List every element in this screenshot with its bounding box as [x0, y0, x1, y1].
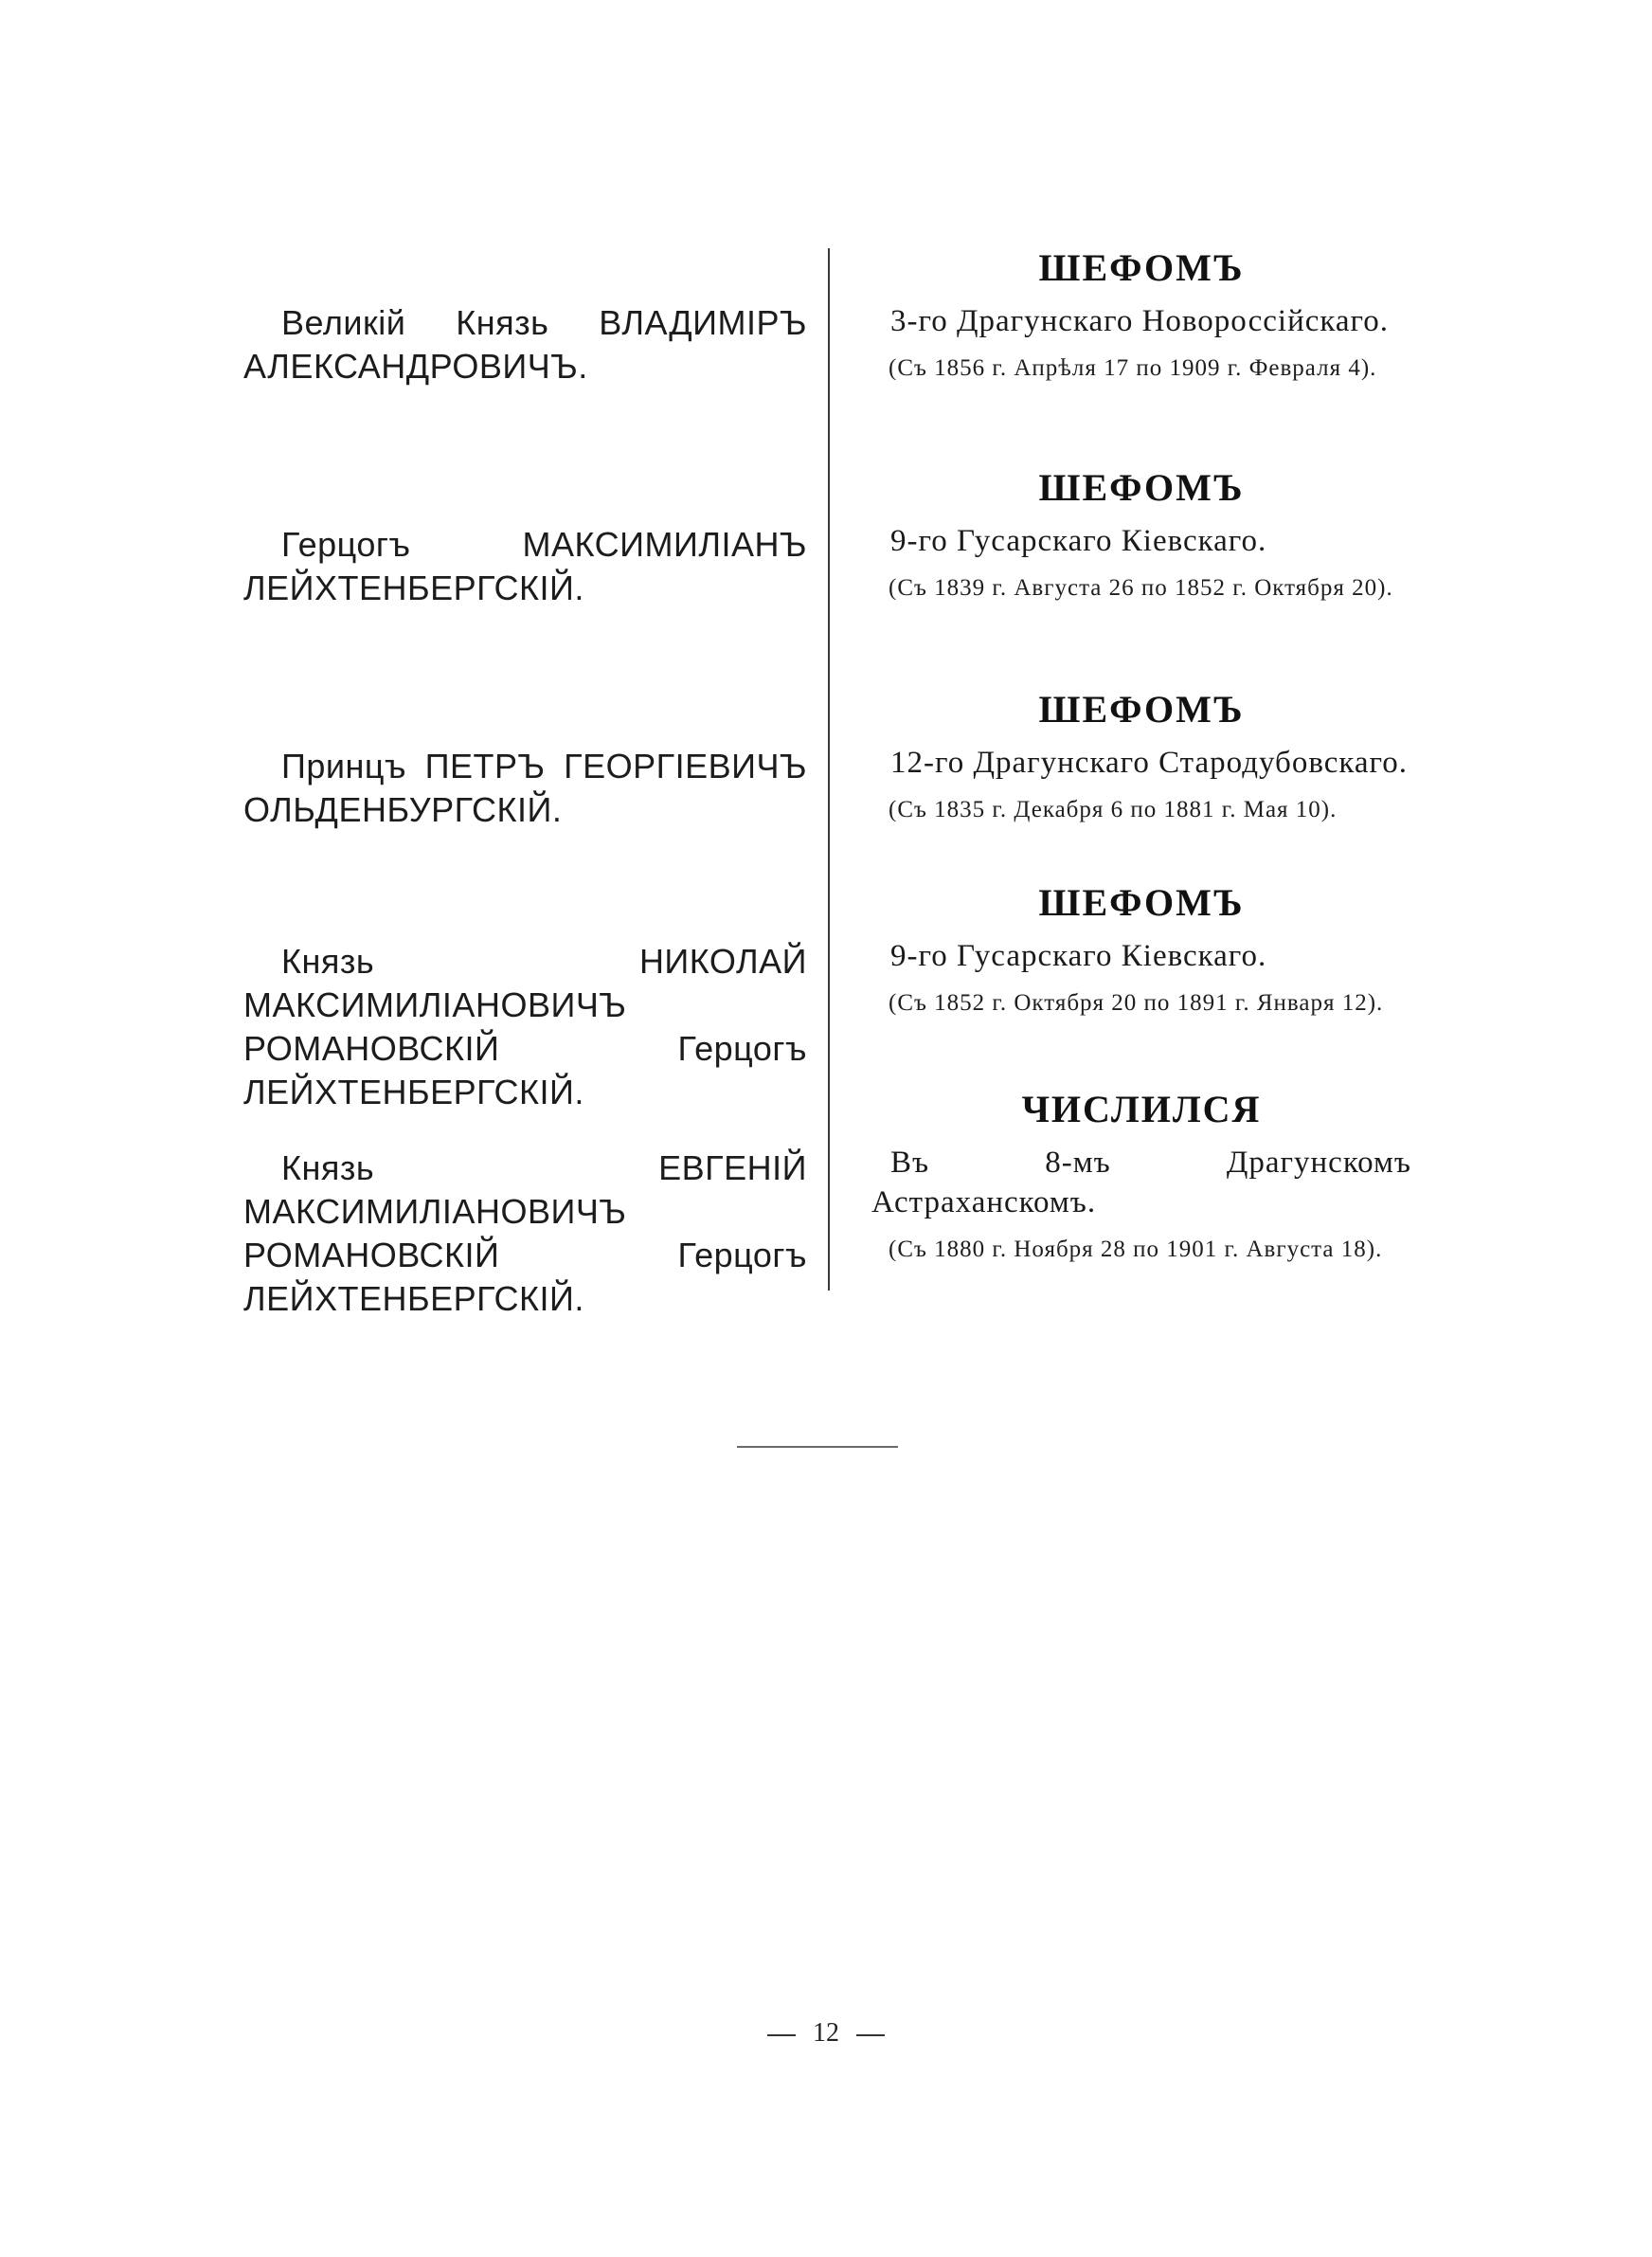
person-name: Герцогъ МАКСИМИЛІАНЪ ЛЕЙХТЕНБЕРГСКІЙ.: [243, 525, 807, 607]
entry-heading: ШЕФОМЪ: [1038, 688, 1245, 731]
service-dates: (Съ 1852 г. Октября 20 по 1891 г. Января 12).: [889, 990, 1384, 1016]
regiment-text: Въ 8-мъ Драгунскомъ Астраханскомъ.: [871, 1146, 1411, 1219]
person-name: Принцъ ПЕТРЪ ГЕОРГІЕВИЧЪ ОЛЬДЕНБУРГСКІЙ.: [243, 747, 807, 829]
dash-right: [856, 2034, 885, 2036]
entry-heading: ШЕФОМЪ: [1038, 881, 1245, 924]
person-name: Князь ЕВГЕНІЙ МАКСИМИЛІАНОВИЧЪ РОМАНОВСКІЙ Герцогъ ЛЕЙХТЕНБЕРГСКІЙ.: [243, 1148, 807, 1318]
service-dates: (Съ 1839 г. Августа 26 по 1852 г. Октября 20).: [889, 575, 1393, 601]
service-dates: (Съ 1880 г. Ноября 28 по 1901 г. Августа 18).: [889, 1237, 1383, 1262]
page-number-value: 12: [813, 2018, 839, 2048]
column-divider: [828, 248, 830, 1291]
person-name: Великій Князь ВЛАДИМІРЪ АЛЕКСАНДРОВИЧЪ.: [243, 303, 807, 386]
entry-heading: ШЕФОМЪ: [1038, 466, 1245, 509]
service-dates: (Съ 1856 г. Апрѣля 17 по 1909 г. Февраля 4).: [889, 355, 1377, 381]
regiment-text: 3-го Драгунскаго Новороссійскаго.: [890, 304, 1390, 338]
entry-heading: ШЕФОМЪ: [1038, 246, 1245, 289]
regiment-text: 9-го Гусарскаго Кіевскаго.: [890, 939, 1267, 973]
page-number: [731, 2018, 921, 2049]
dash-left: [767, 2034, 796, 2036]
service-dates: (Съ 1835 г. Декабря 6 по 1881 г. Мая 10).: [889, 797, 1338, 822]
section-end-rule: [737, 1446, 898, 1448]
entry-heading: ЧИСЛИЛСЯ: [1021, 1088, 1262, 1130]
person-name: Князь НИКОЛАЙ МАКСИМИЛІАНОВИЧЪ РОМАНОВСКІЙ Герцогъ ЛЕЙХТЕНБЕРГСКІЙ.: [243, 942, 807, 1111]
regiment-text: 12-го Драгунскаго Стародубовскаго.: [890, 746, 1409, 780]
regiment-text: 9-го Гусарскаго Кіевскаго.: [890, 524, 1267, 558]
